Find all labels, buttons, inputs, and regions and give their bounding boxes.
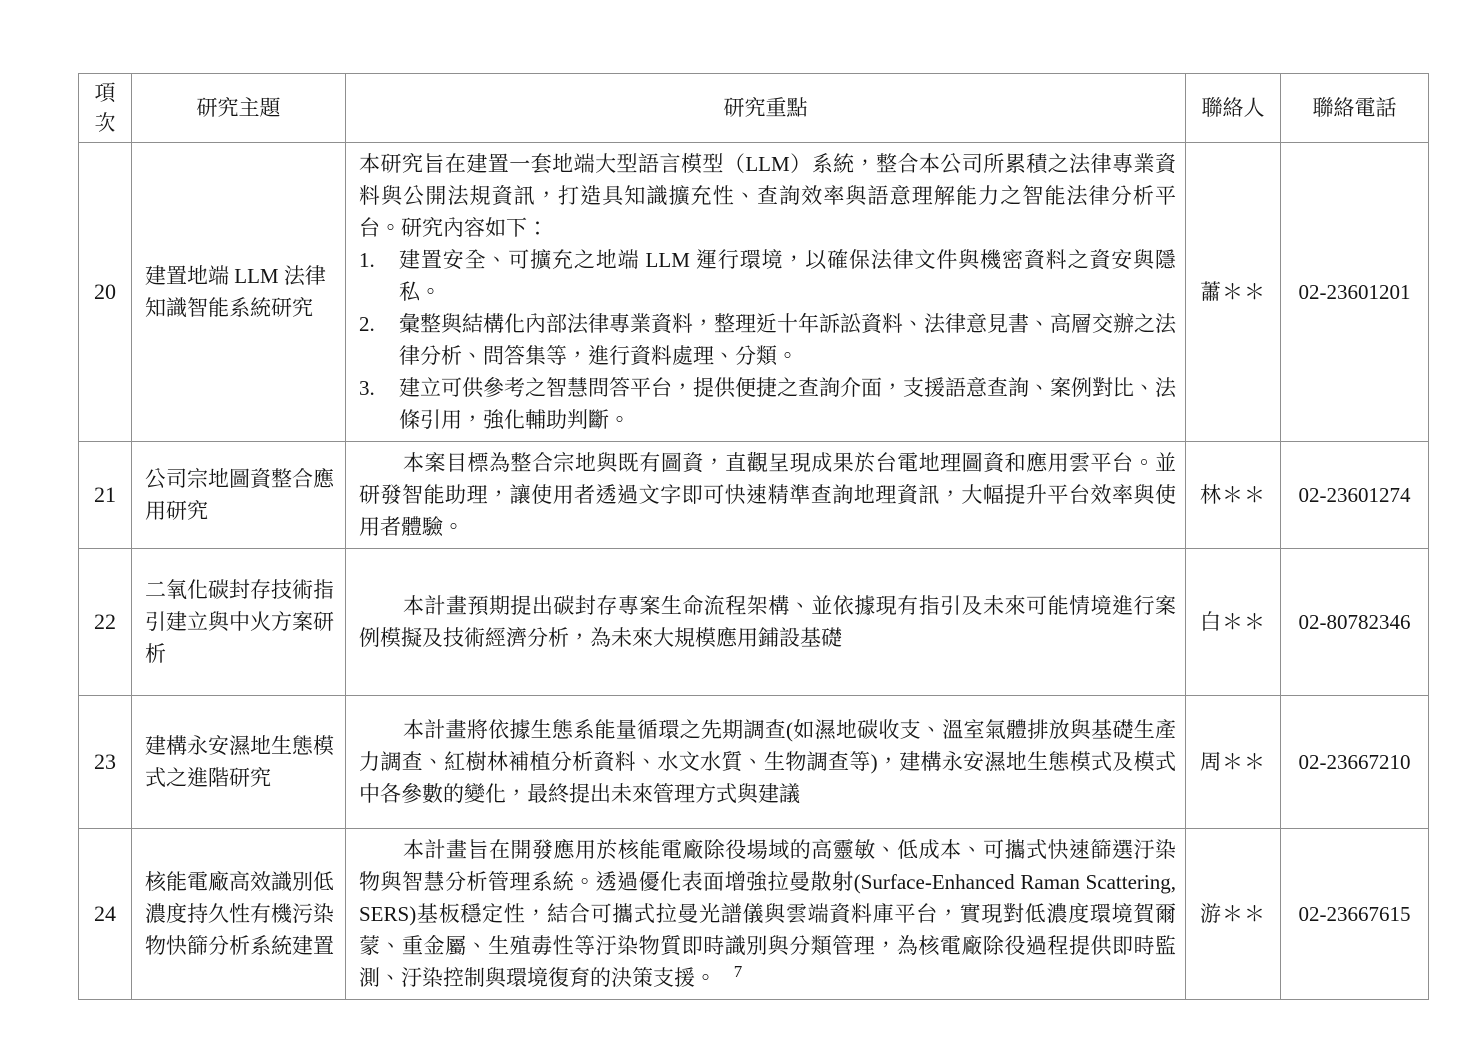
row-contact: 游＊＊ bbox=[1200, 902, 1266, 926]
header-contact bbox=[1186, 74, 1281, 143]
row-contact-cell bbox=[1186, 442, 1281, 549]
row-focus bbox=[359, 447, 1176, 543]
focus-list-item bbox=[359, 372, 1176, 436]
focus-list-item-text: 建立可供參考之智慧問答平台，提供便捷之查詢介面，支援語意查詢、案例對比、法條引用，強化輔助判斷。 bbox=[399, 376, 1176, 432]
header-phone bbox=[1281, 74, 1429, 143]
header-topic-label: 研究主題 bbox=[196, 96, 281, 120]
row-index-cell bbox=[79, 549, 132, 696]
row-index-cell bbox=[79, 442, 132, 549]
page-number: 7 bbox=[733, 962, 743, 981]
row-phone-cell bbox=[1281, 442, 1429, 549]
header-focus-label: 研究重點 bbox=[723, 96, 808, 120]
header-index bbox=[79, 74, 132, 143]
row-focus-cell bbox=[346, 696, 1186, 829]
row-index-cell bbox=[79, 696, 132, 829]
header-focus bbox=[346, 74, 1186, 143]
row-focus bbox=[359, 714, 1176, 810]
row-phone: 02-23601274 bbox=[1298, 483, 1411, 507]
row-contact: 林＊＊ bbox=[1200, 483, 1266, 507]
row-topic: 建置地端 LLM 法律知識智能系統研究 bbox=[145, 264, 326, 320]
row-phone-cell bbox=[1281, 143, 1429, 442]
focus-list-item-number: 1. bbox=[359, 248, 375, 272]
row-index: 22 bbox=[94, 609, 116, 634]
research-topics-table bbox=[78, 73, 1429, 1000]
row-topic-cell bbox=[132, 696, 346, 829]
focus-paragraph: 本計畫旨在開發應用於核能電廠除役場域的高靈敏、低成本、可攜式快速篩選汙染物與智慧分析管理系統。透過優化表面增強拉曼散射(Surface-Enhanced Raman Scattering, SERS)基板穩定性，結合可攜式拉曼光譜儀與雲端資料庫平台，實現對低濃度環境賀爾蒙、重金屬、生殖毒性等汙染物質即時識別與分類管理，為核電廠除役過程提供即時監測、汙染控制與環境復育的決策支援。 bbox=[359, 838, 1176, 990]
row-contact-cell bbox=[1186, 143, 1281, 442]
row-index: 20 bbox=[94, 279, 116, 304]
row-focus bbox=[359, 590, 1176, 654]
row-contact-cell bbox=[1186, 696, 1281, 829]
row-focus-cell bbox=[346, 549, 1186, 696]
row-index: 24 bbox=[94, 901, 116, 926]
row-topic: 公司宗地圖資整合應用研究 bbox=[145, 467, 334, 523]
focus-paragraph: 本計畫預期提出碳封存專案生命流程架構、並依據現有指引及未來可能情境進行案例模擬及技術經濟分析，為未來大規模應用鋪設基礎 bbox=[359, 594, 1176, 650]
table-row bbox=[79, 143, 1429, 442]
focus-paragraph: 本案目標為整合宗地與既有圖資，直觀呈現成果於台電地理圖資和應用雲平台。並研發智能助理，讓使用者透過文字即可快速精準查詢地理資訊，大幅提升平台效率與使用者體驗。 bbox=[359, 451, 1176, 539]
table-row bbox=[79, 696, 1429, 829]
row-topic: 二氧化碳封存技術指引建立與中火方案研析 bbox=[145, 578, 334, 666]
row-contact: 蕭＊＊ bbox=[1200, 280, 1266, 304]
row-focus-cell bbox=[346, 442, 1186, 549]
table-row bbox=[79, 442, 1429, 549]
row-index-cell bbox=[79, 143, 132, 442]
focus-list-item-number: 3. bbox=[359, 376, 375, 400]
row-topic: 核能電廠高效識別低濃度持久性有機污染物快篩分析系統建置 bbox=[145, 870, 334, 958]
focus-list-item-number: 2. bbox=[359, 312, 375, 336]
row-focus bbox=[359, 148, 1176, 436]
table-row bbox=[79, 549, 1429, 696]
row-focus-cell bbox=[346, 143, 1186, 442]
focus-list-item bbox=[359, 244, 1176, 308]
row-topic-cell bbox=[132, 143, 346, 442]
row-phone-cell bbox=[1281, 696, 1429, 829]
row-contact: 白＊＊ bbox=[1200, 610, 1266, 634]
focus-list-item-text: 建置安全、可擴充之地端 LLM 運行環境，以確保法律文件與機密資料之資安與隱私。 bbox=[399, 248, 1176, 304]
table-header-row bbox=[79, 74, 1429, 143]
row-phone: 02-23667615 bbox=[1298, 902, 1411, 926]
header-index-label: 項次 bbox=[94, 81, 116, 135]
row-contact-cell bbox=[1186, 549, 1281, 696]
row-phone: 02-23667210 bbox=[1298, 750, 1411, 774]
focus-list-item-text: 彙整與結構化內部法律專業資料，整理近十年訴訟資料、法律意見書、高層交辦之法律分析、問答集等，進行資料處理、分類。 bbox=[399, 312, 1176, 368]
row-topic: 建構永安濕地生態模式之進階研究 bbox=[145, 734, 334, 790]
header-topic bbox=[132, 74, 346, 143]
header-phone-label: 聯絡電話 bbox=[1312, 96, 1397, 120]
row-phone: 02-23601201 bbox=[1298, 280, 1411, 304]
row-phone-cell bbox=[1281, 549, 1429, 696]
focus-paragraph: 本研究旨在建置一套地端大型語言模型（LLM）系統，整合本公司所累積之法律專業資料與公開法規資訊，打造具知識擴充性、查詢效率與語意理解能力之智能法律分析平台。研究內容如下： bbox=[359, 152, 1176, 240]
row-contact: 周＊＊ bbox=[1200, 750, 1266, 774]
row-index: 21 bbox=[94, 482, 116, 507]
focus-paragraph: 本計畫將依據生態系能量循環之先期調查(如濕地碳收支、溫室氣體排放與基礎生產力調查、紅樹林補植分析資料、水文水質、生物調查等)，建構永安濕地生態模式及模式中各參數的變化，最終提出未來管理方式與建議 bbox=[359, 718, 1176, 806]
row-topic-cell bbox=[132, 442, 346, 549]
row-index: 23 bbox=[94, 749, 116, 774]
header-contact-label: 聯絡人 bbox=[1201, 96, 1265, 120]
row-phone: 02-80782346 bbox=[1298, 610, 1411, 634]
focus-list-item bbox=[359, 308, 1176, 372]
row-topic-cell bbox=[132, 549, 346, 696]
